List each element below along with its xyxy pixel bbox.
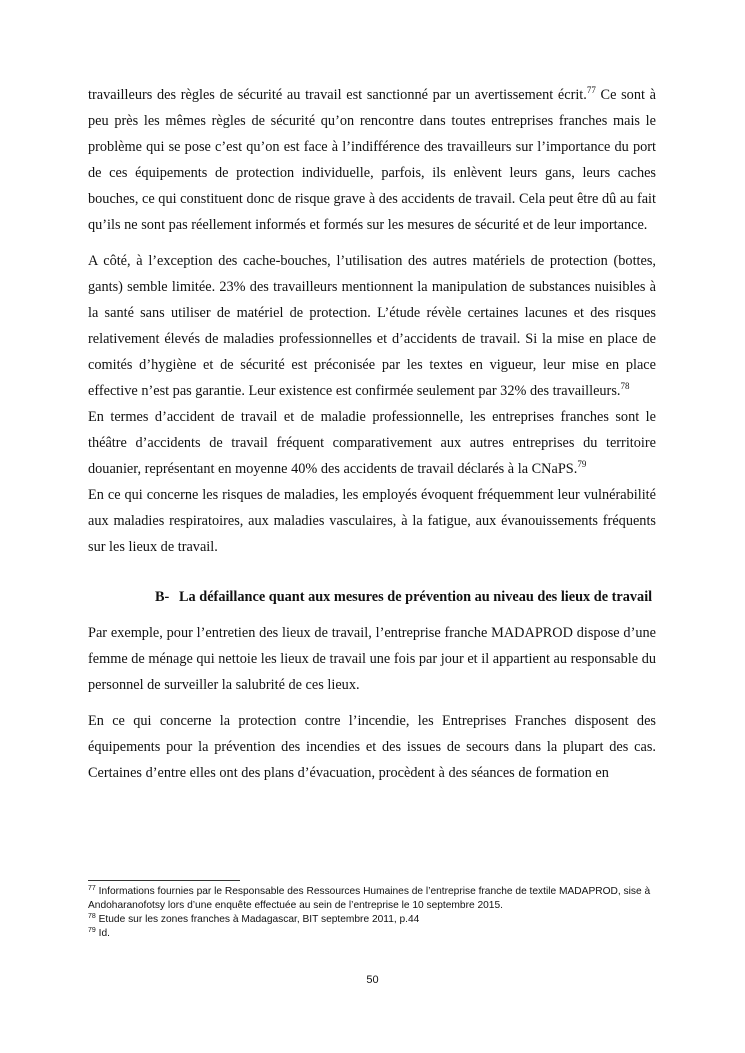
paragraph-6: En ce qui concerne la protection contre l’incendie, les Entreprises Franches disposent des équipements pour la prévention des incendies et des issues de secours dans la plupart des cas. Certaines d’entre elles ont des plans d’évacuation, procèdent à des séances de formation en <box>88 713 656 781</box>
paragraph-3: En termes d’accident de travail et de maladie professionnelle, les entreprises franches sont le théâtre d’accidents de travail fréquent comparativement aux autres entreprises du territoire douanier, représentant en moyenne 40% des accidents de travail déclarés à la CNaPS.$^{79}$ <box>88 409 656 477</box>
footnote-ref-79[interactable]: 79 <box>577 459 587 469</box>
section-heading <box>88 584 656 610</box>
paragraph-4: En ce qui concerne les risques de maladies, les employés évoquent fréquemment leur vulnérabilité aux maladies respiratoires, aux maladies vasculaires, à la fatigue, aux évanouissements fréquents sur les lieux de travail. <box>88 487 656 555</box>
section-number: B- <box>155 589 170 605</box>
document-body <box>88 82 656 786</box>
paragraph-2: A côté, à l’exception des cache-bouches, l’utilisation des autres matériels de protection (bottes, gants) semble limitée. 23% des travailleurs mentionnent la manipulation de substances nuisibles à la santé sans utiliser de matériel de protection. L’étude révèle certaines lacunes et des risques relativement élevés de maladies professionnelles et d’accidents de travail. Si la mise en place de comités d’hygiène et de sécurité est préconisée par les textes en vigueur, leur mise en place effective n’est pas garantie. Leur existence est confirmée seulement par 32% des travailleurs.$^{78}$ <box>88 253 656 399</box>
footnotes <box>88 880 656 941</box>
footnote-78: $^{78}$ Etude sur les zones franches à Madagascar, BIT septembre 2011, p.44 <box>88 913 420 925</box>
footnote-79: $^{79}$ Id. <box>88 927 110 939</box>
footnote-divider <box>88 880 240 881</box>
footnote-ref-77[interactable]: 77 <box>586 85 596 95</box>
section-title: La défaillance quant aux mesures de prévention au niveau des lieux de travail <box>179 589 653 605</box>
page-number: 50 <box>366 974 379 986</box>
footnote-77: $^{77}$ Informations fournies par le Responsable des Ressources Humaines de l’entreprise franche de textile MADAPROD, sise à Andoharanofotsy lors d’une enquête effectuée au sein de l’entreprise le 10 septembre 2015. <box>88 885 651 911</box>
paragraph-5: Par exemple, pour l’entretien des lieux de travail, l’entreprise franche MADAPROD dispose d’une femme de ménage qui nettoie les lieux de travail une fois par jour et il appartient au responsable du personnel de surveiller la salubrité de ces lieux. <box>88 625 656 693</box>
paragraph-1: travailleurs des règles de sécurité au travail est sanctionné par un avertissement écrit.$^{77}$ Ce sont à peu près les mêmes règles de sécurité qu’on rencontre dans toutes entreprises franches mais le problème qui se pose c’est qu’on est face à l’indifférence des travailleurs sur l’importance du port de ces équipements de protection individuelle, parfois, ils enlèvent leurs gans, leurs caches bouches, ce qui constituent donc de risque grave à des accidents de travail. Cela peut être dû au fait qu’ils ne sont pas réellement informés et formés sur les mesures de sécurité et de leur importance. <box>88 85 656 233</box>
footnote-ref-78[interactable]: 78 <box>620 381 630 391</box>
